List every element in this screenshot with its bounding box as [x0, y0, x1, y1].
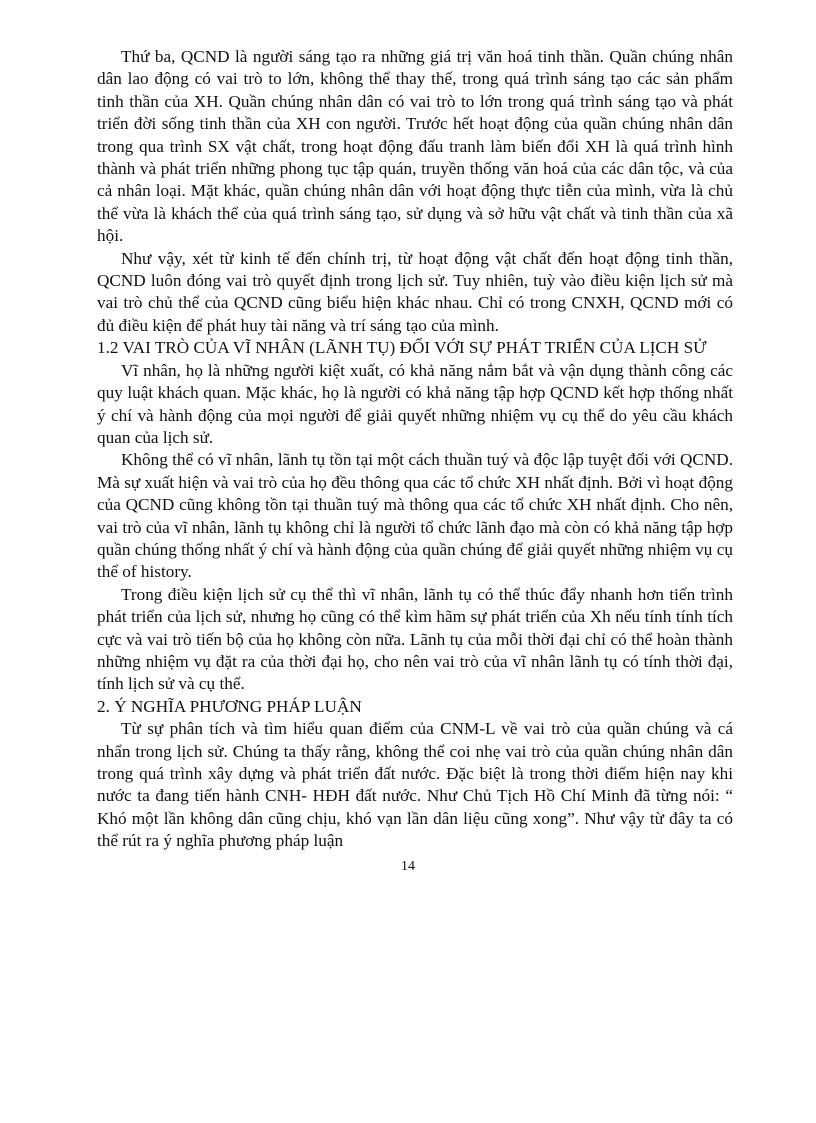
paragraph-leader-historical-conditions: Trong điều kiện lịch sử cụ thể thì vĩ nhân, lãnh tụ có thể thúc đẩy nhanh hơn tiến trình phát triển của lịch sử, nhưng họ cũng có thể kìm hãm sự phát triển của Xh nếu tính tính tích cực và vai trò tiến bộ của họ không còn nữa. Lãnh tụ của mỗi thời đại chỉ có thể hoàn thành những nhiệm vụ đặt ra của thời đại họ, cho nên vai trò của vĩ nhân lãnh tụ có tính thời đại, tính lịch sử và cụ thể.: [97, 584, 733, 694]
page-number: 14: [401, 859, 415, 874]
paragraph-methodology: Từ sự phân tích và tìm hiểu quan điểm của CNM-L về vai trò của quần chúng và cá nhẩn trong lịch sử. Chúng ta thấy rằng, không thể coi nhẹ vai trò của quần chúng nhân dân trong quá trình xây dựng và phát triển đất nước. Đặc biệt là trong thời điểm hiện nay khi nước ta đang tiến hành CNH- HĐH đất nước. Như Chủ Tịch Hồ Chí Minh đã từng nói: “ Khó một lần không dân cũng chịu, khó vạn lần dân liệu cũng xong”. Như vậy từ đây ta có thể rút ra ý nghĩa phương pháp luận: [97, 719, 733, 851]
paragraph-masses-decisive-role: Như vậy, xét từ kinh tế đến chính trị, từ hoạt động vật chất đến hoạt động tinh thần, QCND luôn đóng vai trò quyết định trong lịch sử. Tuy nhiên, tuỳ vào điều kiện lịch sử mà vai trò chủ thể của QCND cũng biểu hiện khác nhau. Chỉ có trong CNXH, QCND mới có đủ điều kiện để phát huy tài năng và trí sáng tạo của mình.: [97, 248, 733, 335]
section-heading-leader-role: 1.2 VAI TRÒ CỦA VĨ NHÂN (LÃNH TỤ) ĐỐI VỚI SỰ PHÁT TRIỂN CỦA LỊCH SỬ: [97, 338, 707, 358]
paragraph-leader-and-masses: Không thể có vĩ nhân, lãnh tụ tồn tại một cách thuần tuý và độc lập tuyệt đối với QCND. Mà sự xuất hiện và vai trò của họ đều thông qua các tổ chức XH nhất định. Bởi vì hoạt động của QCND cũng không tồn tại thuần tuý mà thông qua các tổ chức XH nhất định. Cho nên, vai trò của vĩ nhân, lãnh tụ không chỉ là người tổ chức lãnh đạo mà còn có khả năng tập hợp quần chúng thống nhất ý chí và hành động của quần chúng để giải quyết những nhiệm vụ cụ thể of history.: [97, 450, 733, 582]
paragraph-masses-culture: Thứ ba, QCND là người sáng tạo ra những giá trị văn hoá tinh thần. Quần chúng nhân dân lao động có vai trò to lớn, không thể thay thế, trong quá trình sáng tạo các sản phẩm tinh thần của XH. Quần chúng nhân dân có vai trò to lớn trong quá trình sáng tạo và phát triển đời sống tinh thần của XH con người. Trước hết hoạt động của quần chúng nhân dân trong qua trình SX vật chất, trong hoạt động đấu tranh làm biến đổi XH là quá trình hình thành và phát triển những phong tục tập quán, truyền thống văn hoá của các dân tộc, và của cả nhân loại. Mặt khác, quần chúng nhân dân với hoạt động thực tiễn của mình, vừa là chủ thể vừa là khách thể của quá trình sáng tạo, sử dụng và sở hữu vật chất và tinh thần của xã hội.: [97, 47, 733, 246]
document-page: [97, 46, 733, 853]
section-heading-methodology: 2. Ý NGHĨA PHƯƠNG PHÁP LUẬN: [97, 696, 362, 716]
paragraph-leader-definition: Vĩ nhân, họ là những người kiệt xuất, có khả năng nắm bắt và vận dụng thành công các quy luật khách quan. Mặc khác, họ là người có khả năng tập hợp QCND kết hợp thống nhất ý chí và hành động của mọi người để giải quyết những nhiệm vụ cụ thể do yêu cầu khách quan của lịch sử.: [97, 360, 733, 447]
